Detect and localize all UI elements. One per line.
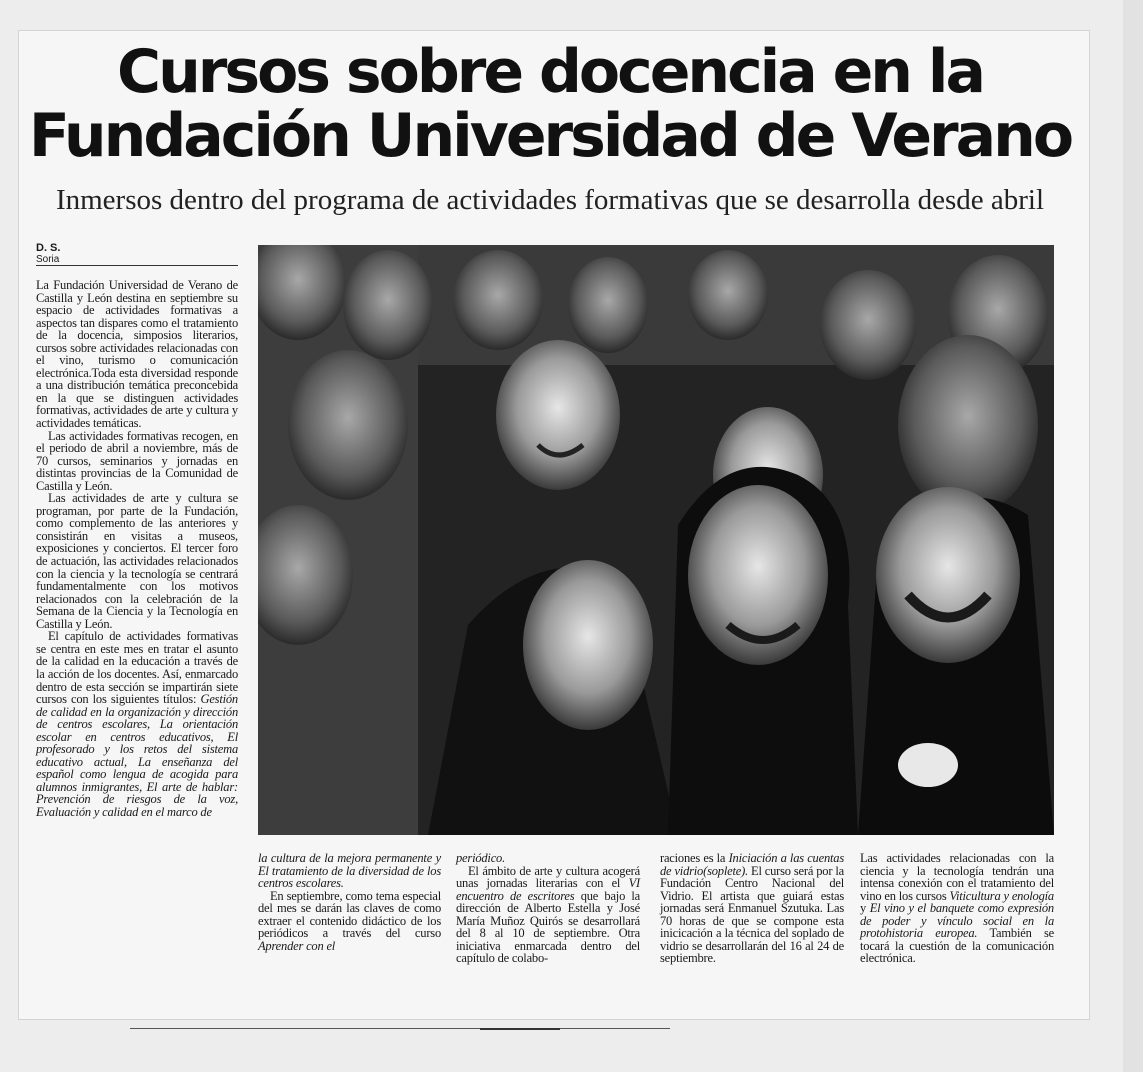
paragraph-text: raciones es la — [660, 851, 726, 865]
paragraph — [860, 852, 1054, 965]
course-title: El vino y el banquete como expresión de poder y vínculo social en la protohistoria europea. — [860, 901, 1054, 941]
paragraph: La Fundación Universidad de Verano de Castilla y León destina en septiembre su espacio de actividades formativas a aspectos tan dispares como el tratamiento de la docencia, simposios literarios, cursos sobre actividades relacionadas con el vino, turismo o comunicación electrónica.Toda esta diversidad responde a una distribución temática preconcebida en la que se distinguen actividades formativas, actividades de arte y cultura y actividades temáticas. — [36, 278, 238, 431]
paragraph-text: El ámbito de arte y cultura acogerá unas jornadas literarias con el — [456, 863, 640, 891]
byline-author: D. S. — [36, 242, 61, 254]
paragraph: Las actividades de arte y cultura se programan, por parte de la Fundación, como complemento de las anteriores y consistirán en visitas a museos, exposiciones y conciertos. El tercer foro de actuación, las actividades relacionados con la ciencia y la tecnología se centrará fundamentalmente con los motivos relacionados con la celebración de la Semana de la Ciencia y la Tecnología en Castilla y León. — [36, 491, 238, 631]
scan-edge — [1123, 0, 1143, 1072]
course-title: Aprender con el — [258, 938, 336, 953]
course-titles: Gestión de calidad en la organización y dirección de centros escolares, La orientación escolar en centros educativos, El profesorado y los retos del sistema educativo actual, La enseñanza del español como lengua de acogida para alumnos inmigrantes, El arte de hablar: Prevención de riesgos de la voz, Evaluación y calidad en el marco de — [36, 692, 238, 819]
paragraph-text: En septiembre, como tema especial del mes se darán las claves de como extraer el contenido didáctico de los periódicos a través del curso — [258, 888, 441, 941]
course-titles-continued: la cultura de la mejora permanente y El tratamiento de la diversidad de los centros escolares. — [258, 851, 441, 891]
photo-image — [258, 245, 1054, 835]
course-title: Viticultura y enología — [949, 888, 1054, 903]
bottom-rule — [130, 1028, 670, 1029]
paragraph — [36, 630, 238, 818]
conjunction: y — [860, 901, 867, 916]
paragraph: Las actividades formativas recogen, en el periodo de abril a noviembre, más de 70 cursos, seminarios y jornadas en distintas provincias de la Comunidad de Castilla y León. — [36, 428, 238, 493]
article-column-2 — [258, 852, 441, 952]
news-photo — [258, 245, 1054, 835]
paragraph-text: que bajo la dirección de Alberto Estella y José María Muñoz Quirós se desarrollará del 8 al 10 de septiembre. Otra iniciativa enmarcada dentro del capítulo de colabo- — [456, 888, 640, 966]
subheadline: Inmersos dentro del programa de actividades formativas que se desarrolla desde abril — [55, 184, 1045, 216]
paragraph-text: El curso será por la Fundación Centro Nacional del Vidrio. El artista que guiará estas jornadas será Enmanuel Szutuka. Las 70 horas de que se compone esta inicicación a la técnica del soplado de vidrio se desarrollarán del 16 al 24 de septiembre. — [660, 863, 844, 966]
paragraph — [660, 852, 844, 965]
paragraph — [258, 852, 441, 890]
byline — [36, 243, 238, 266]
article-column-5 — [860, 852, 1054, 965]
article-column-3 — [456, 852, 640, 965]
paragraph — [456, 865, 640, 965]
paragraph-text: También se tocará la cuestión de la comunicación electrónica. — [860, 926, 1055, 966]
byline-place: Soria — [36, 254, 60, 265]
paragraph-text: Las actividades relacionadas con la ciencia y la tecnología tendrán una intensa conexión con el tratamiento del vino en los cursos — [860, 851, 1054, 903]
paragraph — [258, 890, 441, 953]
course-title-end: periódico. — [456, 851, 506, 865]
headline: Cursos sobre docencia en la Fundación Universidad de Verano — [28, 37, 1072, 171]
course-title: Iniciación a las cuentas de vidrio(soplete). — [660, 851, 844, 878]
paragraph-text: El capítulo de actividades formativas se centra en este mes en tratar el asunto de la calidad en la educación a través de la acción de los docentes. Así, enmarcado dentro de esta sección se impartirán siete cursos con los siguientes títulos: — [36, 629, 238, 707]
article-column-1 — [36, 279, 238, 819]
bottom-rule-accent — [480, 1028, 560, 1030]
article-column-4 — [660, 852, 844, 965]
event-title: VI encuentro de escritores — [456, 876, 640, 903]
